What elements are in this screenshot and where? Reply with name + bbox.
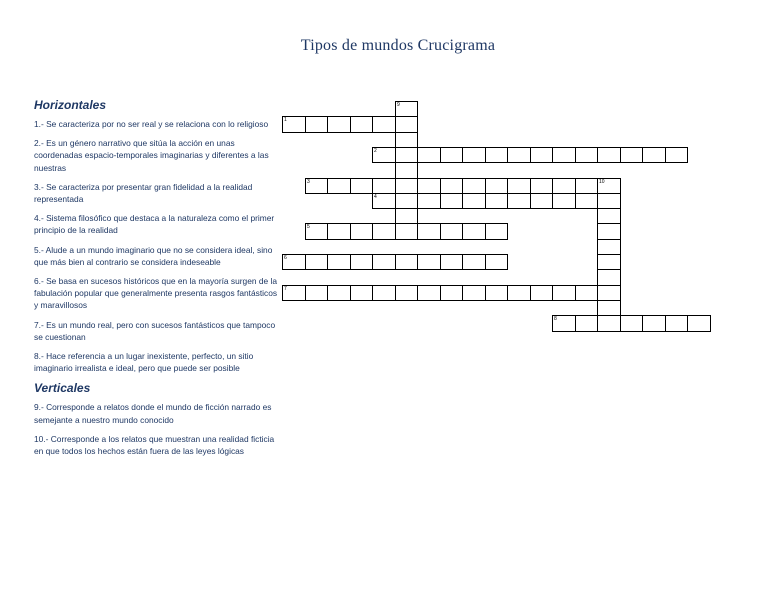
cell-number: 10 — [599, 179, 605, 185]
crossword-cell[interactable] — [597, 178, 621, 194]
crossword-cell[interactable] — [395, 101, 418, 117]
crossword-cell[interactable] — [507, 193, 531, 209]
crossword-cell[interactable] — [507, 285, 531, 301]
crossword-cell[interactable] — [417, 285, 441, 301]
crossword-cell[interactable] — [305, 223, 328, 240]
crossword-cell[interactable] — [575, 178, 598, 194]
crossword-cell[interactable] — [642, 315, 666, 332]
crossword-cell[interactable] — [462, 285, 486, 301]
crossword-cell[interactable] — [372, 178, 396, 194]
crossword-cell[interactable] — [395, 193, 418, 209]
crossword-cell[interactable] — [305, 178, 328, 194]
crossword-cell[interactable] — [597, 147, 621, 163]
crossword-cell[interactable] — [372, 116, 396, 133]
crossword-cell[interactable] — [440, 254, 463, 270]
cell-number: 5 — [307, 224, 310, 230]
crossword-cell[interactable] — [597, 239, 621, 255]
clue-across-4: 4.- Sistema filosófico que destaca a la naturaleza como el primer principio de la realidad — [34, 213, 275, 236]
crossword-cell[interactable] — [462, 147, 486, 163]
crossword-cell[interactable] — [305, 254, 328, 270]
crossword-cell[interactable] — [327, 178, 351, 194]
crossword-cell[interactable] — [530, 285, 553, 301]
cell-number: 8 — [554, 316, 557, 322]
crossword-cell[interactable] — [485, 193, 508, 209]
crossword-cell[interactable] — [395, 208, 418, 224]
crossword-cell[interactable] — [620, 315, 643, 332]
crossword-cell[interactable] — [395, 147, 418, 163]
crossword-cell[interactable] — [552, 315, 576, 332]
crossword-cell[interactable] — [462, 254, 486, 270]
crossword-cell[interactable] — [372, 193, 396, 209]
crossword-cell[interactable] — [597, 223, 621, 240]
crossword-cell[interactable] — [417, 147, 441, 163]
horizontales-heading: Horizontales — [34, 98, 107, 112]
crossword-cell[interactable] — [327, 116, 351, 133]
crossword-cell[interactable] — [440, 285, 463, 301]
crossword-cell[interactable] — [395, 178, 418, 194]
crossword-cell[interactable] — [372, 254, 396, 270]
crossword-cell[interactable] — [395, 116, 418, 133]
crossword-cell[interactable] — [597, 269, 621, 286]
crossword-cell[interactable] — [620, 147, 643, 163]
crossword-cell[interactable] — [395, 285, 418, 301]
clue-down-10: 10.- Corresponde a los relatos que muestran una realidad ficticia en que todos los hechos están fuera de las leyes lógicas — [34, 433, 275, 457]
crossword-cell[interactable] — [282, 285, 306, 301]
crossword-cell[interactable] — [305, 285, 328, 301]
crossword-cell[interactable] — [575, 285, 598, 301]
crossword-cell[interactable] — [417, 178, 441, 194]
crossword-cell[interactable] — [485, 178, 508, 194]
crossword-cell[interactable] — [282, 116, 306, 133]
crossword-cell[interactable] — [665, 315, 688, 332]
crossword-cell[interactable] — [440, 223, 463, 240]
crossword-cell[interactable] — [642, 147, 666, 163]
crossword-cell[interactable] — [372, 223, 396, 240]
crossword-cell[interactable] — [575, 147, 598, 163]
crossword-cell[interactable] — [597, 300, 621, 316]
crossword-cell[interactable] — [597, 254, 621, 270]
crossword-cell[interactable] — [462, 193, 486, 209]
crossword-cell[interactable] — [462, 223, 486, 240]
crossword-cell[interactable] — [462, 178, 486, 194]
crossword-cell[interactable] — [440, 147, 463, 163]
crossword-cell[interactable] — [552, 147, 576, 163]
crossword-cell[interactable] — [282, 254, 306, 270]
crossword-cell[interactable] — [395, 162, 418, 179]
crossword-cell[interactable] — [507, 147, 531, 163]
crossword-cell[interactable] — [485, 223, 508, 240]
crossword-cell[interactable] — [597, 193, 621, 209]
cell-number: 7 — [284, 286, 287, 292]
crossword-cell[interactable] — [597, 315, 621, 332]
crossword-cell[interactable] — [327, 254, 351, 270]
crossword-cell[interactable] — [372, 147, 396, 163]
crossword-cell[interactable] — [327, 223, 351, 240]
crossword-cell[interactable] — [530, 193, 553, 209]
clue-across-1: 1.- Se caracteriza por no ser real y se relaciona con lo religioso — [34, 119, 269, 129]
verticales-heading: Verticales — [34, 381, 91, 396]
crossword-cell[interactable] — [485, 254, 508, 270]
crossword-cell[interactable] — [350, 285, 373, 301]
clue-across-5: 5.- Alude a un mundo imaginario que no se considera ideal, sino que más bien al contrario se considera indeseable — [34, 244, 273, 267]
cell-number: 3 — [307, 179, 310, 185]
crossword-cell[interactable] — [327, 285, 351, 301]
crossword-cell[interactable] — [395, 223, 418, 240]
crossword-cell[interactable] — [597, 285, 621, 301]
crossword-cell[interactable] — [485, 285, 508, 301]
cell-number: 9 — [397, 102, 400, 108]
crossword-cell[interactable] — [530, 178, 553, 194]
clue-across-8: 8.- Hace referencia a un lugar inexistente, perfecto, un sitio imaginario irrealista e ideal, pero que puede ser posible — [34, 351, 254, 374]
cell-number: 6 — [284, 255, 287, 261]
crossword-cell[interactable] — [485, 147, 508, 163]
crossword-cell[interactable] — [305, 116, 328, 133]
crossword-cell[interactable] — [552, 178, 576, 194]
clue-across-6: 6.- Se basa en sucesos históricos que en la mayoría surgen de la fabulación popular que generalmente presenta rasgos fantásticos y maravillosos — [34, 276, 278, 311]
crossword-cell[interactable] — [687, 315, 711, 332]
crossword-cell[interactable] — [350, 223, 373, 240]
crossword-cell[interactable] — [372, 285, 396, 301]
crossword-cell[interactable] — [395, 132, 418, 148]
crossword-cell[interactable] — [597, 208, 621, 224]
cell-number: 4 — [374, 194, 377, 200]
clue-down-9: 9.- Corresponde a relatos donde el mundo de ficción narrado es semejante a nuestro mundo conocido — [34, 402, 272, 425]
crossword-cell[interactable] — [350, 116, 373, 133]
crossword-cell[interactable] — [350, 254, 373, 270]
clue-across-2: 2.- Es un género narrativo que sitúa la acción en unas coordenadas espacio-temporales imaginarias y diferentes a las nuestras — [34, 138, 269, 173]
clue-across-7: 7.- Es un mundo real, pero con sucesos fantásticos que tampoco se cuestionan — [34, 319, 276, 342]
crossword-cell[interactable] — [395, 254, 418, 270]
crossword-cell[interactable] — [530, 147, 553, 163]
crossword-cell[interactable] — [350, 178, 373, 194]
crossword-cell[interactable] — [552, 193, 576, 209]
crossword-cell[interactable] — [575, 193, 598, 209]
crossword-cell[interactable] — [417, 223, 441, 240]
crossword-cell[interactable] — [440, 178, 463, 194]
crossword-cell[interactable] — [507, 178, 531, 194]
cell-number: 2 — [374, 148, 377, 154]
crossword-cell[interactable] — [417, 193, 441, 209]
cell-number: 1 — [284, 117, 287, 123]
crossword-cell[interactable] — [552, 285, 576, 301]
crossword-cell[interactable] — [665, 147, 688, 163]
page-title: Tipos de mundos Crucigrama — [300, 37, 496, 54]
crossword-cell[interactable] — [575, 315, 598, 332]
crossword-cell[interactable] — [417, 254, 441, 270]
crossword-cell[interactable] — [440, 193, 463, 209]
clue-across-3: 3.- Se caracteriza por presentar gran fidelidad a la realidad representada — [34, 181, 253, 205]
